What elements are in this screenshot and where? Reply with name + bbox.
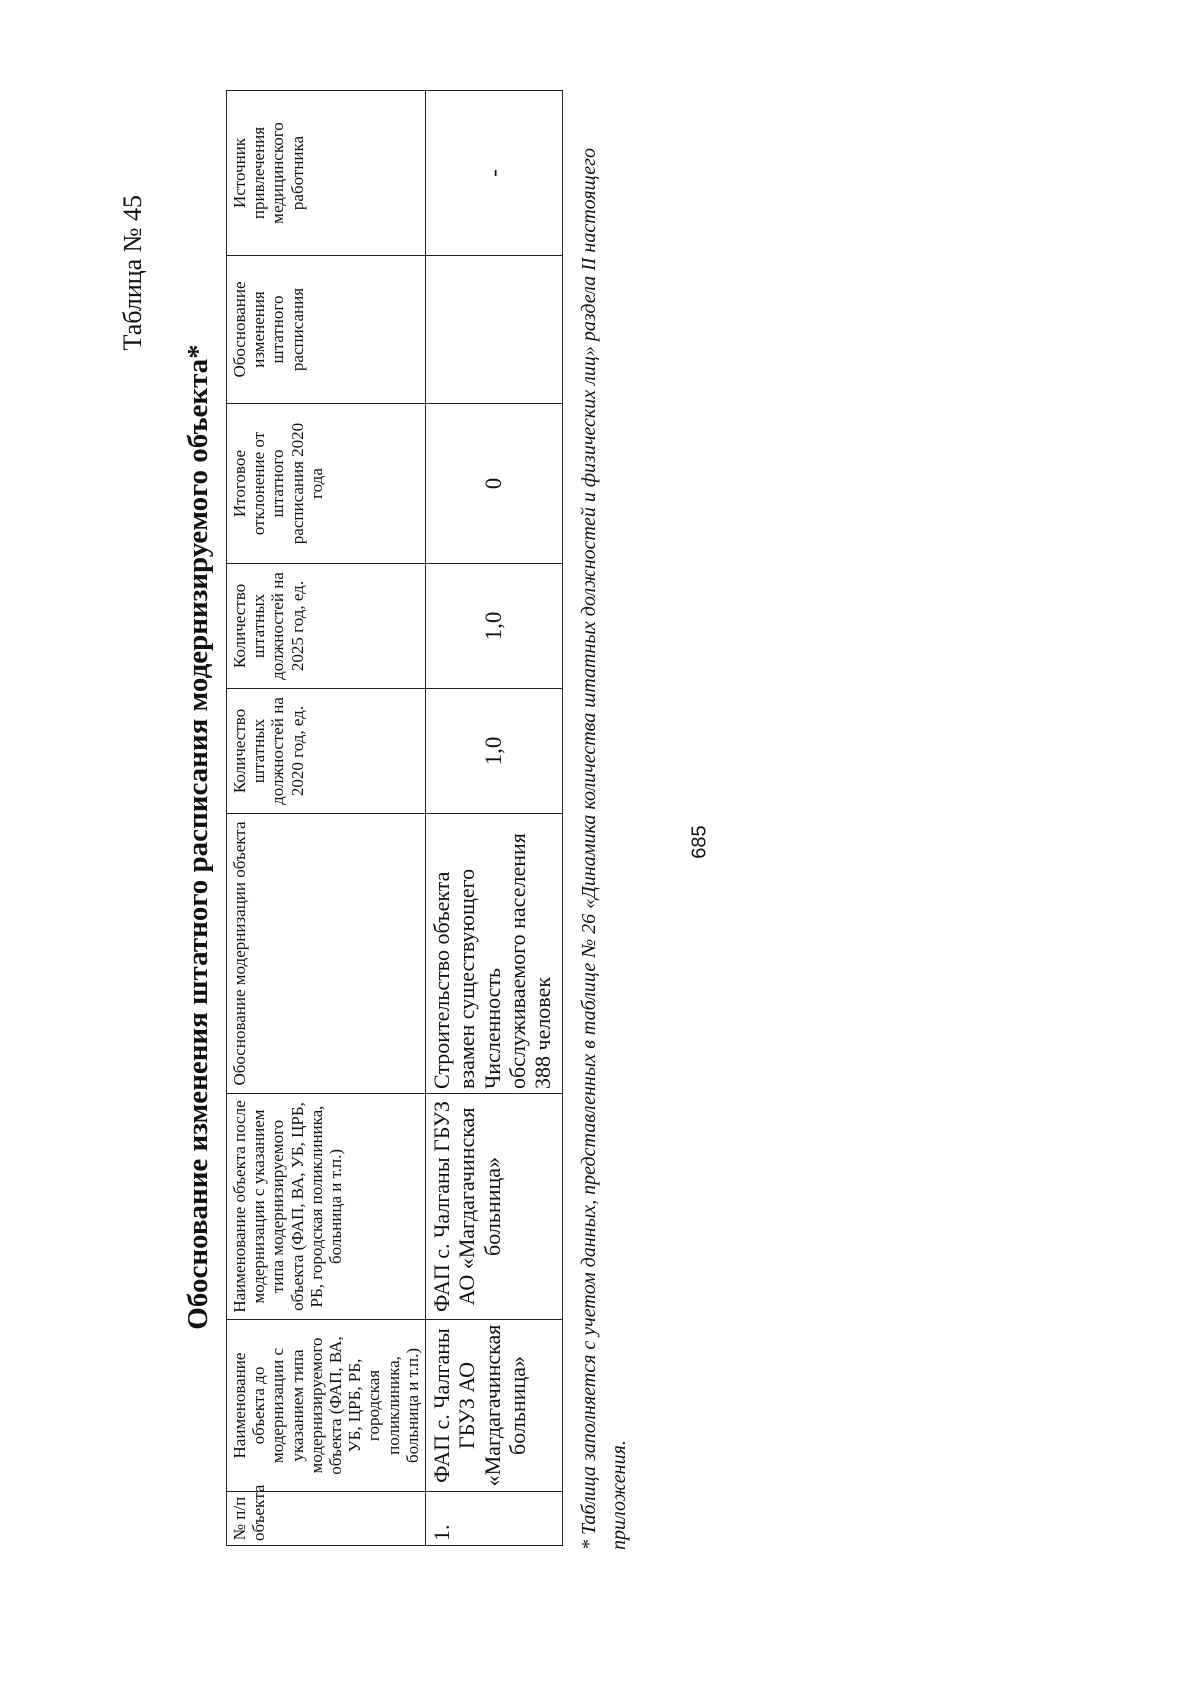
cell-source: -	[426, 91, 563, 256]
table-number: Таблица № 45	[118, 195, 147, 351]
cell-staff-2020: 1,0	[426, 689, 563, 814]
cell-change-reason	[426, 256, 563, 404]
header-cell-staff-2020: Количество штатных должностей на 2020 год, ед.	[227, 689, 426, 814]
header-cell-source: Источник привлечения медицинского работника	[227, 91, 426, 256]
header-cell-modernization-reason: Обоснование модернизации объекта	[227, 814, 426, 1094]
staff-change-table	[226, 90, 563, 1546]
cell-modernization-reason: Строительство объекта взамен существующего Численность обслуживаемого населения 388 человек	[426, 814, 563, 1094]
header-cell-change-reason: Обоснование изменения штатного расписания	[227, 256, 426, 404]
cell-staff-2025: 1,0	[426, 564, 563, 689]
cell-name-after: ФАП с. Чалганы ГБУЗ АО «Магдагачинская больница»	[426, 1094, 563, 1320]
table-header-row	[227, 91, 426, 1546]
footnote: * Таблица заполняется с учетом данных, представленных в таблице № 26 «Динамика количества штатных должностей и физических лиц» раздела II настоящего приложения.	[578, 148, 630, 1550]
table-row	[426, 91, 563, 1546]
header-cell-name-before: Наименование объекта до модернизации с указанием типа модернизируемого объекта (ФАП, ВА, УБ, ЦРБ, РБ, городская поликлиника, больница и т.п.)	[227, 1320, 426, 1492]
header-cell-deviation: Итоговое отклонение от штатного расписания 2020 года	[227, 404, 426, 564]
page-number: 685	[688, 825, 711, 859]
document-title: Обоснование изменения штатного расписания модернизируемого объекта*	[182, 344, 214, 1330]
header-cell-number: № п/п объекта	[227, 1492, 426, 1546]
cell-number: 1.	[426, 1492, 563, 1546]
cell-deviation: 0	[426, 404, 563, 564]
header-cell-name-after: Наименование объекта после модернизации с указанием типа модернизируемого объекта (ФАП, ВА, УБ, ЦРБ, РБ, городская поликлиника, больница и т.п.)	[227, 1094, 426, 1320]
cell-name-before: ФАП с. Чалганы ГБУЗ АО «Магдагачинская больница»	[426, 1320, 563, 1492]
header-cell-staff-2025: Количество штатных должностей на 2025 год, ед.	[227, 564, 426, 689]
